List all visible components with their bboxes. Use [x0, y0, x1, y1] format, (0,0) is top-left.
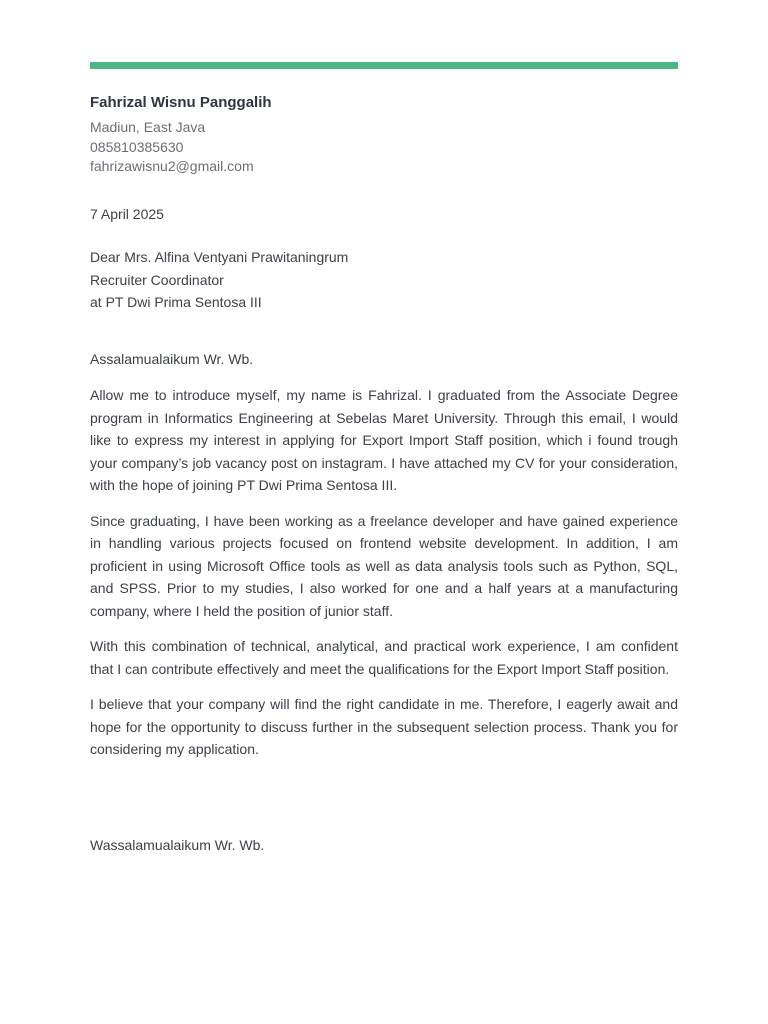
- header-accent-bar: [90, 62, 678, 69]
- recipient-salutation: Dear Mrs. Alfina Ventyani Prawitaningrum: [90, 249, 349, 265]
- recipient-block: [90, 246, 678, 314]
- closing-greeting: Wassalamualaikum Wr. Wb.: [90, 837, 265, 853]
- body-paragraph: Since graduating, I have been working as a freelance developer and have gained experience in handling various projects focused on frontend website development. In addition, I am proficient in using Microsoft Office tools as well as data analysis tools such as Python, SQL, and SPSS. Prior to my studies, I also worked for one and a half years at a manufacturing company, where I held the position of junior staff.: [90, 512, 678, 619]
- sender-phone: 085810385630: [90, 138, 184, 155]
- recipient-title: Recruiter Coordinator: [90, 271, 224, 288]
- sender-location: Madiun, East Java: [90, 119, 206, 135]
- body-paragraph: I believe that your company will find the right candidate in me. Therefore, I eagerly await and hope for the opportunity to discuss further in the subsequent selection process. Thank you for considering my application.: [90, 696, 678, 757]
- letter-body: [90, 384, 678, 774]
- opening-greeting: Assalamualaikum Wr. Wb.: [90, 351, 254, 367]
- body-paragraph: Allow me to introduce myself, my name is Fahrizal. I graduated from the Associate Degree program in Informatics Engineering at Sebelas Maret University. Through this email, I would like to express my interest in applying for Export Import Staff position, which i found trough your company’s job vacancy post on instagram. I have attached my CV for your consideration, with the hope of joining PT Dwi Prima Sentosa III.: [90, 387, 678, 493]
- sender-name: Fahrizal Wisnu Panggalih: [90, 94, 272, 111]
- sender-email: fahrizawisnu2@gmail.com: [90, 158, 254, 174]
- letter-date: 7 April 2025: [90, 206, 164, 222]
- sender-block: [90, 94, 678, 177]
- body-paragraph: With this combination of technical, analytical, and practical work experience, I am confident that I can contribute effectively and meet the qualifications for the Export Import Staff position.: [90, 638, 678, 677]
- recipient-company: at PT Dwi Prima Sentosa III: [90, 294, 262, 310]
